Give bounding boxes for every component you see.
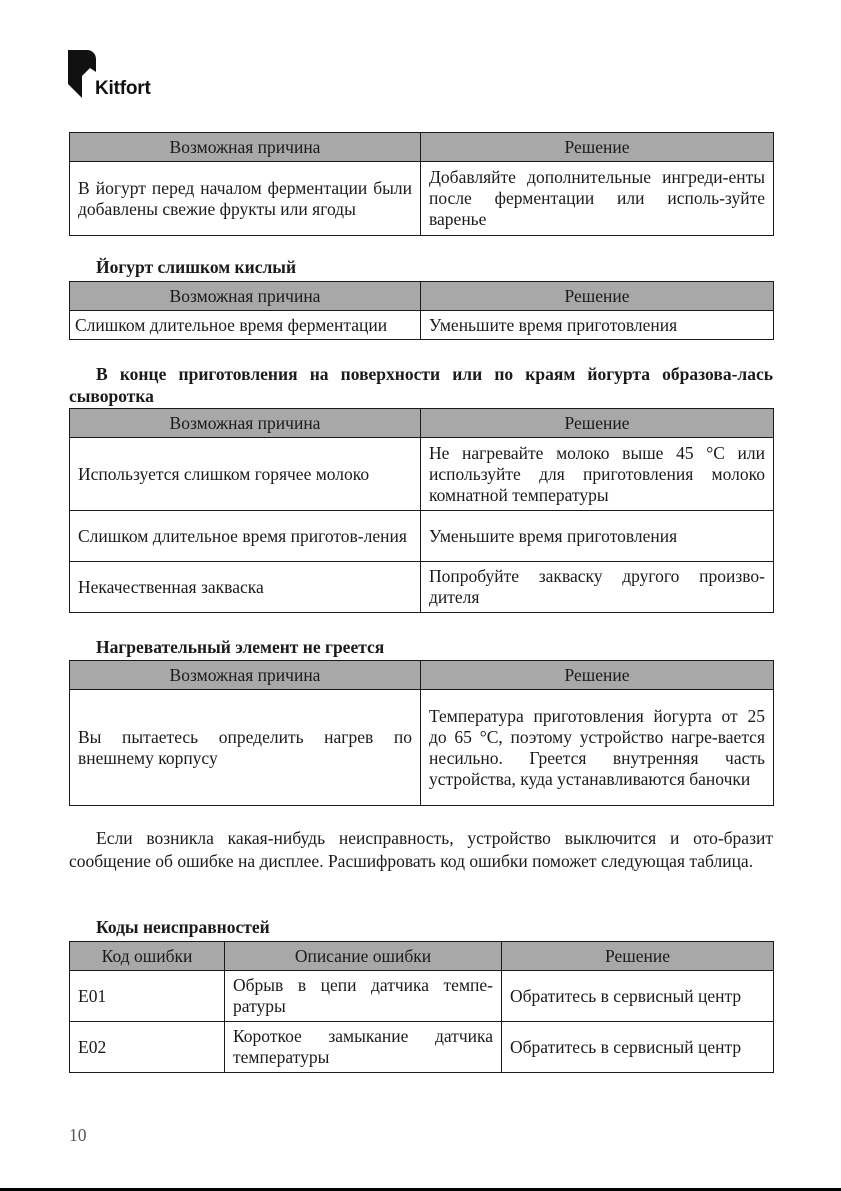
table-heater [69,660,774,806]
table-header: Решение [421,661,774,690]
table-row [70,690,774,806]
table-row [70,162,774,236]
error-solution: Обратитесь в сервисный центр [502,1022,774,1073]
table-cell: Вы пытаетесь определить нагрев по внешнему корпусу [70,690,421,806]
table-row [70,511,774,562]
error-code: E01 [70,971,225,1022]
error-code: E02 [70,1022,225,1073]
kitfort-logo [68,50,168,100]
section-title: Нагревательный элемент не греется [96,637,385,657]
kitfort-logo-icon [68,50,96,98]
table-header: Решение [421,133,774,162]
table-header: Возможная причина [70,661,421,690]
table-whey [69,408,774,613]
table-header: Возможная причина [70,282,421,311]
error-description: Короткое замыкание датчика температуры [225,1022,502,1073]
table-header: Решение [421,409,774,438]
table-cell: В йогурт перед началом ферментации были добавлены свежие фрукты или ягоды [70,162,421,236]
table-cell: Слишком длительное время приготов-ления [70,511,421,562]
table-cell: Уменьшите время приготовления [421,311,774,340]
table-row [70,971,774,1022]
table-header: Решение [421,282,774,311]
error-description: Обрыв в цепи датчика темпе-ратуры [225,971,502,1022]
error-intro-paragraph: Если возникла какая-нибудь неисправность, устройство выключится и ото-бразит сообщение об ошибке на дисплее. Расшифровать код ошибки поможет следующая таблица. [69,828,773,871]
table-cell: Слишком длительное время ферментации [70,311,421,340]
table-too-sour [69,281,774,340]
table-row [70,1022,774,1073]
table-row [70,311,774,340]
table-cell: Используется слишком горячее молоко [70,438,421,511]
table-cell: Температура приготовления йогурта от 25 до 65 °С, поэтому устройство нагре-вается несильно. Греется внутренняя часть устройства, куда устанавливаются баночки [421,690,774,806]
page-number: 10 [69,1125,87,1145]
table-row [70,438,774,511]
section-title: Коды неисправностей [96,917,270,937]
table-header: Решение [502,942,774,971]
error-solution: Обратитесь в сервисный центр [502,971,774,1022]
section-title: Йогурт слишком кислый [96,257,297,277]
table-cell: Уменьшите время приготовления [421,511,774,562]
table-row [70,562,774,613]
table-cell: Не нагревайте молоко выше 45 °С или используйте для приготовления молоко комнатной температуры [421,438,774,511]
table-header: Возможная причина [70,133,421,162]
brand-name: Kitfort [95,78,151,99]
table-cell: Некачественная закваска [70,562,421,613]
table-cause-solution-1 [69,132,774,236]
section-title: В конце приготовления на поверхности или по краям йогурта образова-лась сыворотка [69,364,773,406]
table-cell: Попробуйте закваску другого произво-дителя [421,562,774,613]
table-header: Возможная причина [70,409,421,438]
table-header: Код ошибки [70,942,225,971]
table-error-codes [69,941,774,1073]
table-header: Описание ошибки [225,942,502,971]
table-cell: Добавляйте дополнительные ингреди-енты после ферментации или исполь-зуйте варенье [421,162,774,236]
